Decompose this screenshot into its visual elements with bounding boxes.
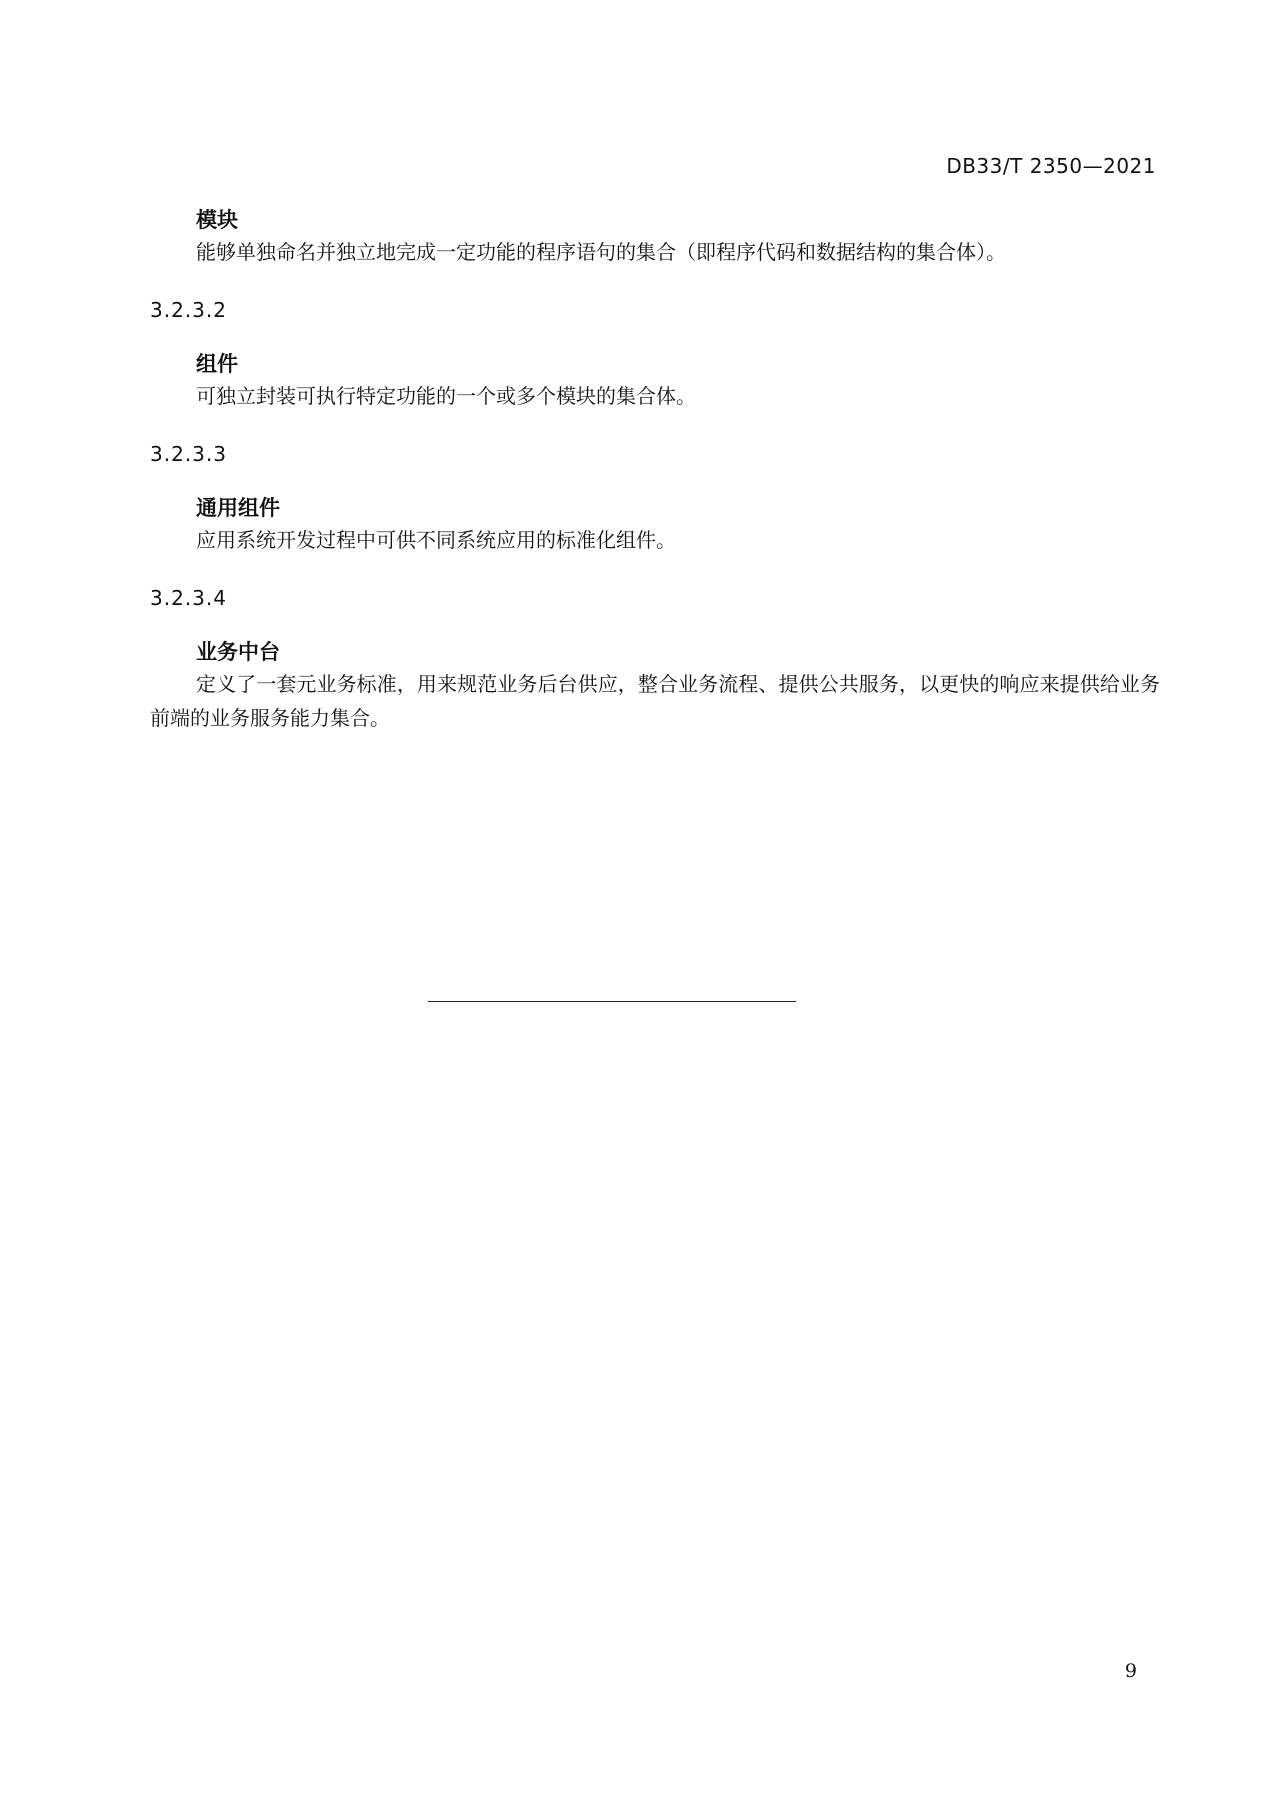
term-business-middle-platform [150, 637, 1160, 735]
clause-number: 3.2.3.3 [150, 442, 227, 466]
term-common-component [150, 493, 1160, 557]
document-id: DB33/T 2350—2021 [946, 154, 1156, 178]
term-definition: 定义了一套元业务标准，用来规范业务后台供应，整合业务流程、提供公共服务，以更快的响应来提供给业务前端的业务服务能力集合。 [150, 672, 1160, 730]
term-component [150, 349, 1160, 413]
term-title: 通用组件 [196, 496, 280, 520]
clause-number: 3.2.3.4 [150, 586, 227, 610]
term-module [150, 205, 1160, 269]
term-definition: 应用系统开发过程中可供不同系统应用的标准化组件。 [196, 528, 676, 552]
end-of-document-rule [428, 1001, 796, 1002]
term-definition: 可独立封装可执行特定功能的一个或多个模块的集合体。 [196, 384, 696, 408]
clause-number: 3.2.3.2 [150, 298, 227, 322]
term-definition: 能够单独命名并独立地完成一定功能的程序语句的集合（即程序代码和数据结构的集合体）。 [196, 240, 1006, 264]
term-title: 业务中台 [196, 640, 280, 664]
page-number: 9 [1124, 1660, 1137, 1682]
term-title: 组件 [196, 352, 238, 376]
term-title: 模块 [196, 208, 238, 232]
page-content [150, 205, 1160, 735]
